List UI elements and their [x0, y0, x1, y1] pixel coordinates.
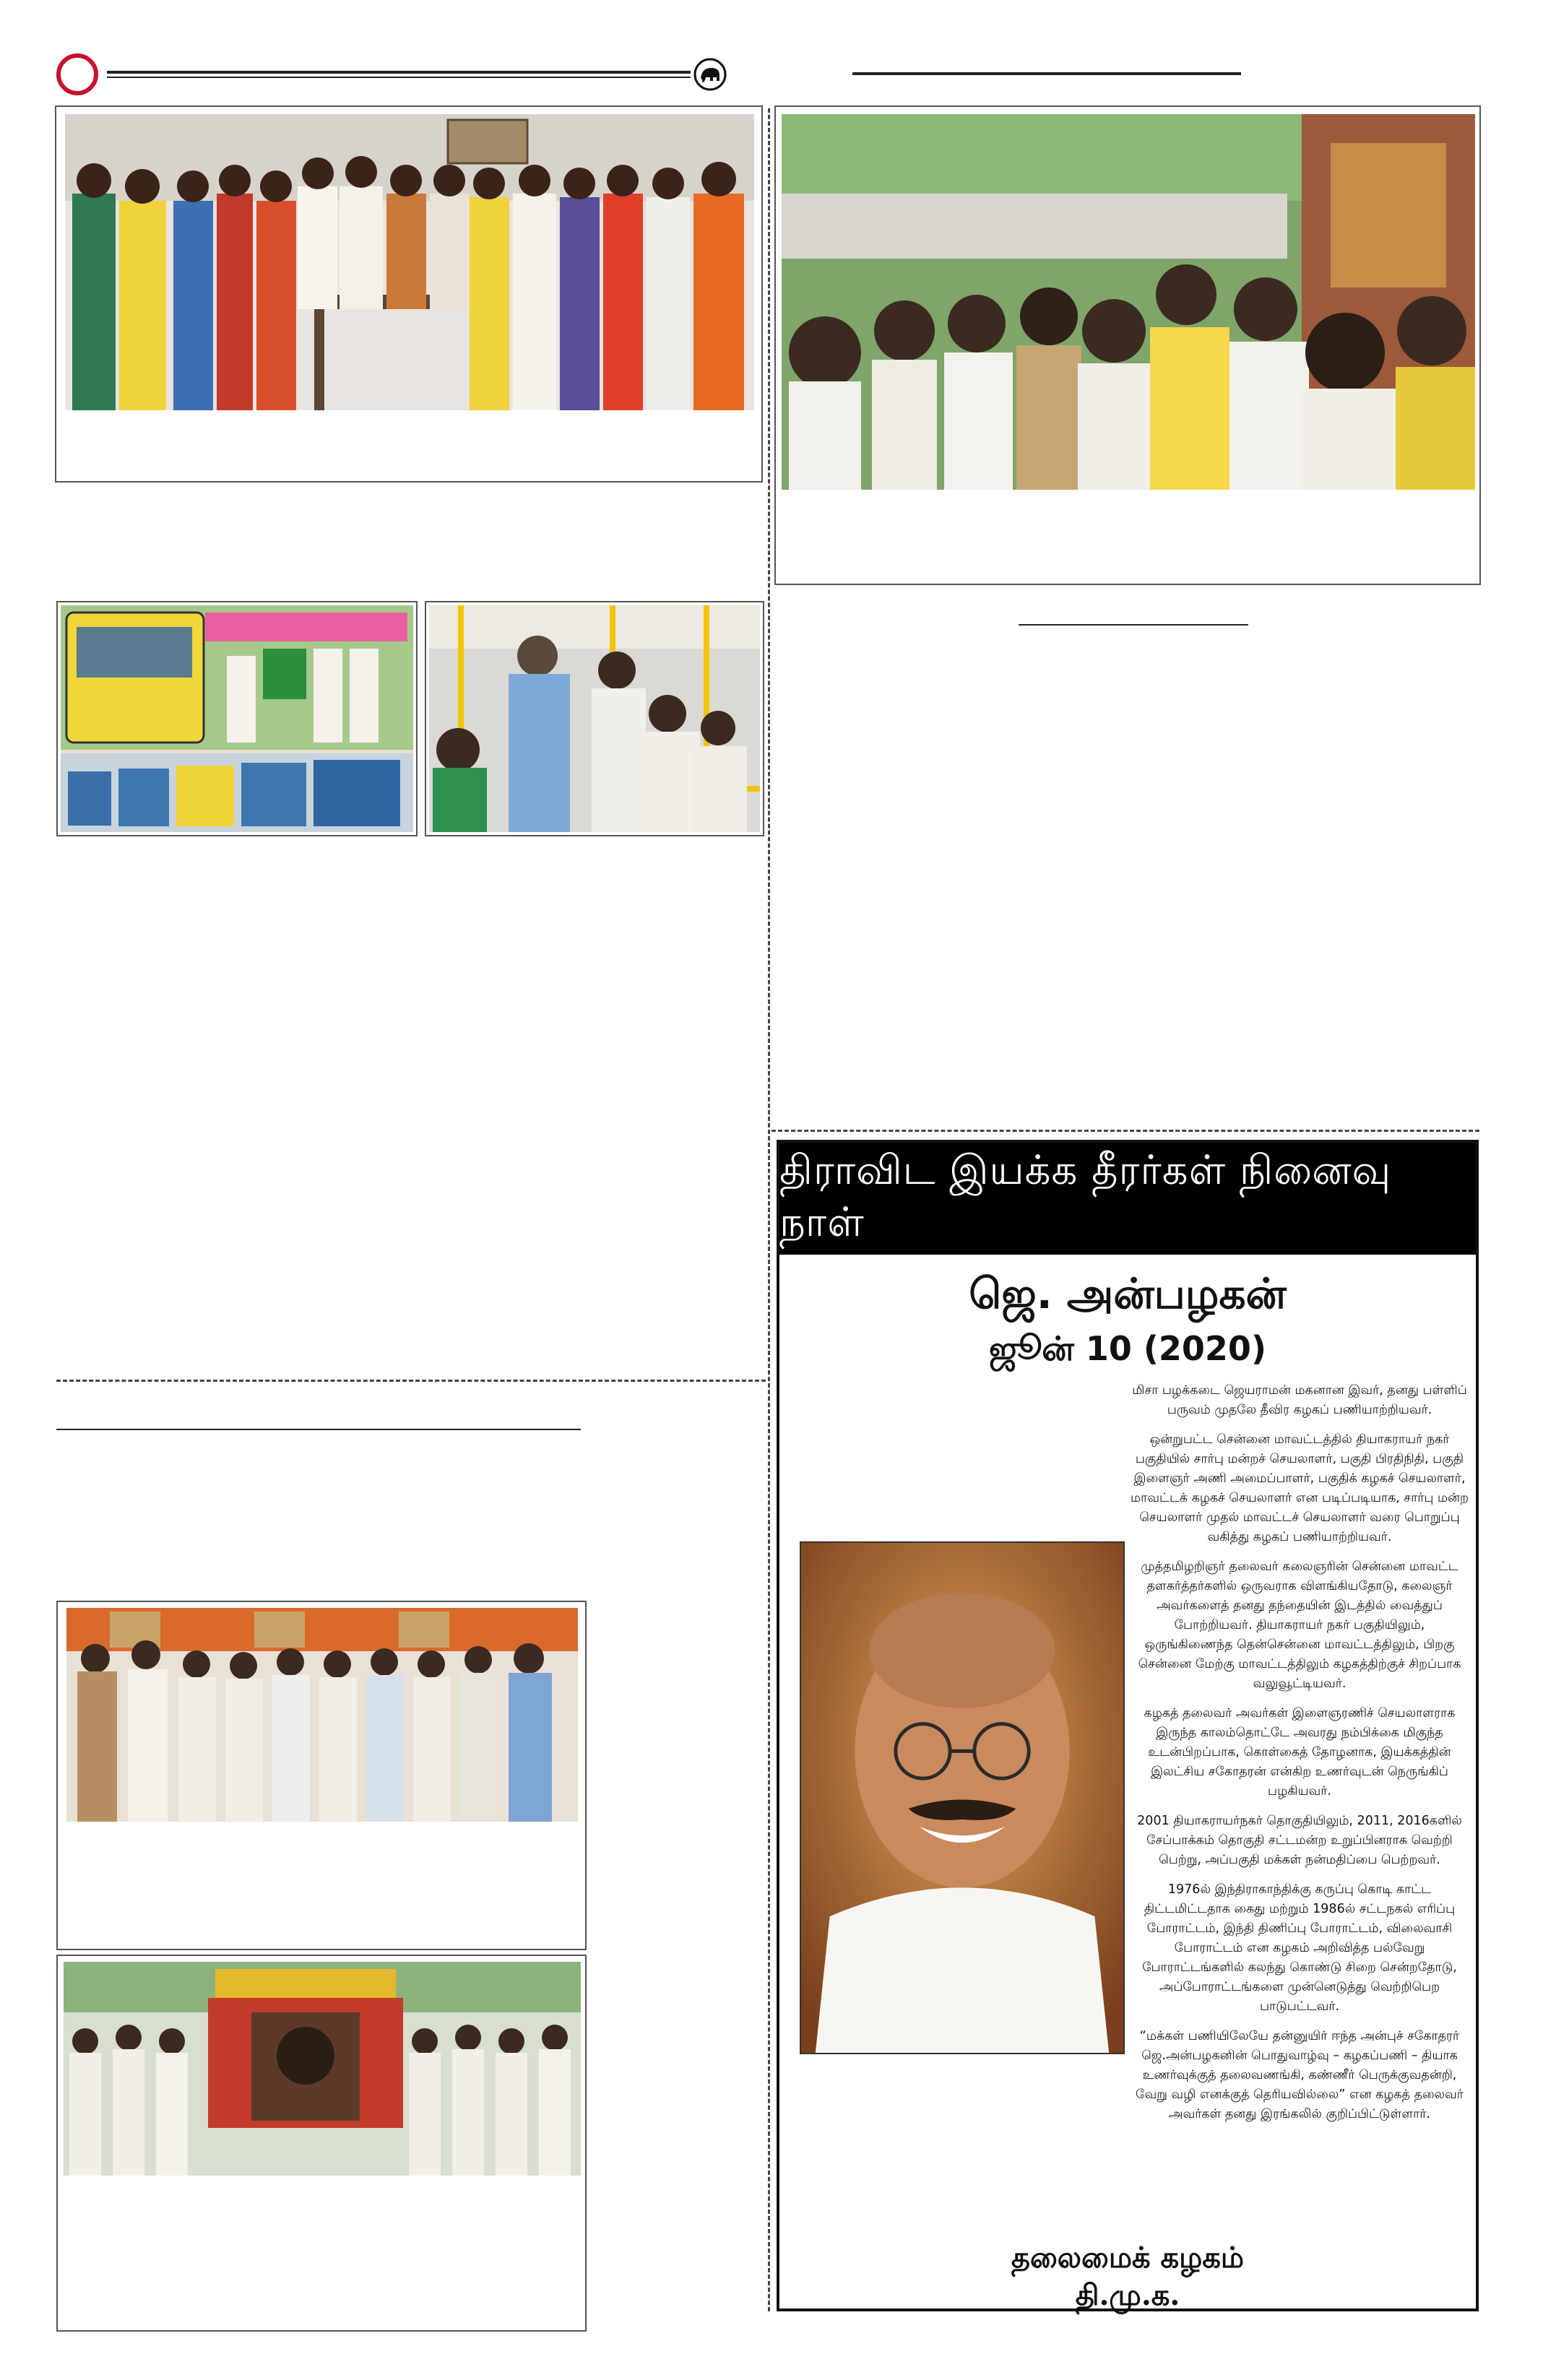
section-divider-right [772, 1130, 1479, 1132]
photo-frame-top-right [774, 105, 1481, 585]
memorial-paragraph: 1976ல் இந்திராகாந்திக்கு கருப்பு கொடி காட்ட திட்டமிட்டதாக கைது மற்றும் 1986ல் சட்டநகல் எரிப்பு போராட்டம், இந்தி திணிப்பு போராட்டம், விலைவாசி போராட்டம் என கழகம் அறிவித்த பல்வேறு போராட்டங்களில் கலந்து கொண்டு சிறை சென்றதோடு, அப்போராட்டங்களை முன்னெடுத்து வெற்றிபெற பாடுபட்டவர். [1142, 1882, 1457, 2014]
group-photo [66, 1608, 578, 1822]
elephant-icon [693, 58, 727, 91]
memorial-paragraph: ஒன்றுபட்ட சென்னை மாவட்டத்தில் தியாகராயர் நகர் பகுதியில் சார்பு மன்றச் செயலாளர், பகுதி பிரதிநிதி, பகுதி இளைஞர் அணி அமைப்பாளர், பகுதிக் கழகச் செயலாளர், மாவட்டக் கழகச் செயலாளர் என படிப்படியாக, சார்பு மன்ற செயலாளர் முதல் மாவட்டச் செயலாளர் வரை பொறுப்பு வகித்து கழகப் பணியாற்றியவர். [1131, 1432, 1469, 1544]
photo-frame-bus-left [56, 601, 418, 836]
photo-frame-lower-1 [56, 1601, 587, 1950]
portrait-photo [800, 1541, 1125, 2054]
memorial-name: ஜெ. அன்பழகன் [969, 1269, 1287, 1318]
headline-rule-right [1019, 624, 1248, 626]
memorial-paragraph: முத்தமிழறிஞர் தலைவர் கலைஞரின் சென்னை மாவட்ட தளகர்த்தர்களில் ஒருவராக விளங்கியதோடு, கலைஞர் அவர்களைத் தனது தந்தையின் இடத்தில் வைத்துப் போற்றியவர். தியாகராயர் நகர் பகுதியிலும், ஒருங்கிணைந்த தென்சென்னை மாவட்டத்திலும், பிறகு சென்னை மேற்கு மாவட்டத்திலும் கழகத்திற்குச் சிறப்பாக வலுவூட்டியவர். [1138, 1559, 1461, 1691]
memorial-banner: திராவிட இயக்க தீரர்கள் நினைவு நாள் [779, 1143, 1476, 1255]
memorial-tribute-photo [64, 1962, 581, 2176]
memorial-paragraph: கழகத் தலைவர் அவர்கள் இளைஞரணிச் செயலாளராக இருந்த காலம்தொட்டே அவரது நம்பிக்கை மிகுந்த உடன்பிறப்பாக, கொள்கைத் தோழனாக, இயக்கத்தின் இலட்சிய சகோதரன் என்கிற உணர்வுடன் நெருங்கிப் பழகியவர். [1144, 1706, 1456, 1799]
memorial-notice [777, 1140, 1479, 2311]
memorial-paragraph: “மக்கள் பணியிலேயே தன்னுயிர் ஈந்த அன்புச் சகோதரர் ஜெ.அன்பழகனின் பொதுவாழ்வு – கழகப்பணி – தியாக உணர்வுக்குத் தலைவணங்கி, கண்ணீர் பெருக்குவதன்றி, வேறு வழி எனக்குத் தெரியவில்லை” என கழகத் தலைவர் அவர்கள் தனது இரங்கலில் குறிப்பிட்டுள்ளார். [1136, 2029, 1464, 2121]
header-rule-left-thin [107, 77, 691, 78]
header-rule-left [107, 71, 691, 74]
red-circle-icon [56, 53, 98, 95]
headline-rule-left [56, 1429, 581, 1430]
header-rule-right [852, 72, 1241, 75]
photo-frame-top-left [55, 105, 763, 483]
footer-head-office: தலைமைக் கழகம் [1011, 2241, 1245, 2275]
footer-party-name: தி.மு.க. [1075, 2278, 1180, 2312]
crowd-photo [782, 114, 1475, 490]
memorial-paragraph: மிசா பழக்கடை ஜெயராமன் மகனான இவர், தனது பள்ளிப் பருவம் முதலே தீவிர கழகப் பணியாற்றியவர். [1132, 1383, 1467, 1417]
memorial-footer [779, 2239, 1476, 2314]
bus-interior-photo [429, 605, 760, 832]
bus-flagoff-photo [61, 605, 413, 832]
photo-frame-lower-2 [56, 1955, 587, 2332]
memorial-body [1129, 1381, 1470, 2134]
group-photo [65, 114, 754, 410]
memorial-date: ஜூன் 10 (2020) [989, 1329, 1266, 1368]
section-divider-left [56, 1380, 766, 1382]
memorial-paragraph: 2001 தியாகராயர்நகர் தொகுதியிலும், 2011, 2016களில் சேப்பாக்கம் தொகுதி சட்டமன்ற உறுப்பினராக வெற்றி பெற்று, அப்பகுதி மக்கள் நன்மதிப்பை பெற்றவர். [1137, 1814, 1462, 1867]
column-divider [768, 108, 770, 2311]
photo-frame-bus-right [425, 601, 764, 836]
